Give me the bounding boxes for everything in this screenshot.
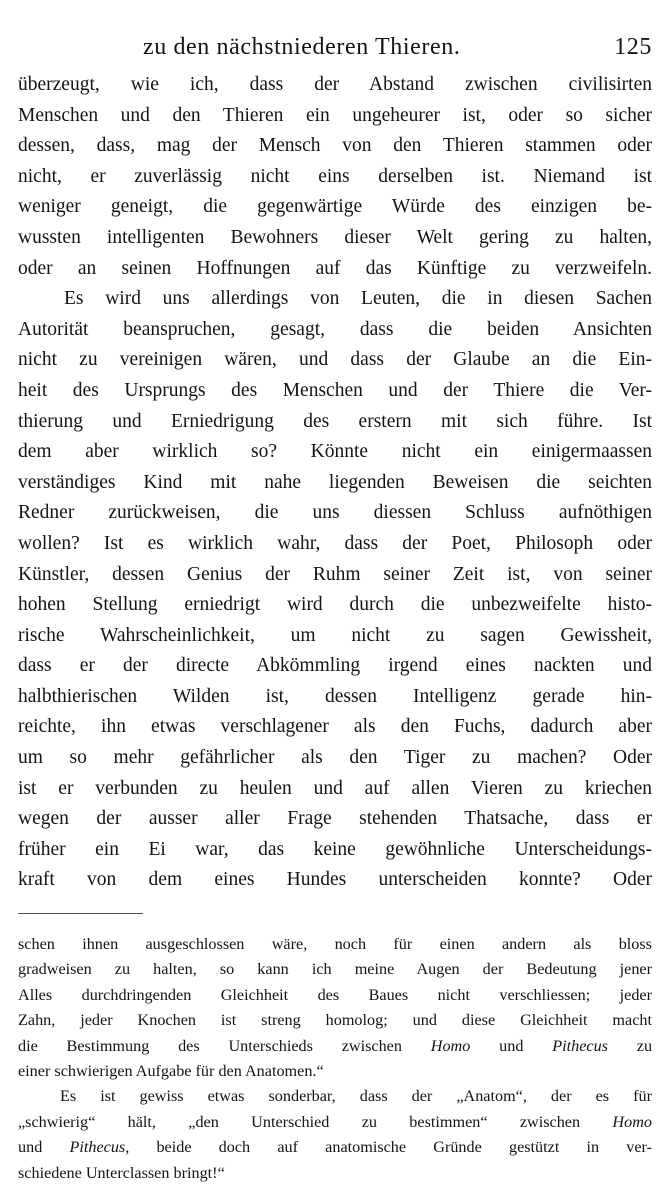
footnote-line: Es ist gewiss etwas sonderbar, dass der „Anatom“, der es für bbox=[60, 1087, 652, 1106]
footnote-line: Alles durchdringenden Gleichheit des Baues nicht verschliessen; jeder bbox=[18, 985, 652, 1004]
text-line: nicht zu vereinigen wären, und dass der Glaube an die Ein- bbox=[18, 349, 652, 371]
footnotes bbox=[18, 932, 652, 1186]
text-line: wussten intelligenten Bewohners dieser Welt gering zu halten, bbox=[18, 226, 652, 248]
footnote-text: und bbox=[18, 1138, 43, 1157]
footnote-text: die Bestimmung des Unterschieds zwischen bbox=[18, 1036, 402, 1055]
text-line: verständiges Kind mit nahe liegenden Beweisen die seichten bbox=[18, 471, 652, 493]
text-line: früher ein Ei war, das keine gewöhnliche Unterscheidungs- bbox=[18, 838, 652, 860]
text-line: oder an seinen Hoffnungen auf das Künftige zu verzweifeln. bbox=[18, 257, 652, 279]
footnote-text: „schwierig“ hält, „den Unterschied zu bestimmen“ zwischen bbox=[18, 1112, 581, 1131]
text-line: halbthierischen Wilden ist, dessen Intelligenz gerade hin- bbox=[18, 685, 652, 707]
text-line: Autorität beanspruchen, gesagt, dass die beiden Ansichten bbox=[18, 318, 652, 340]
text-line: rische Wahrscheinlichkeit, um nicht zu sagen Gewissheit, bbox=[18, 624, 652, 646]
main-text bbox=[18, 70, 652, 896]
genus-pithecus: Pithecus, bbox=[69, 1138, 130, 1157]
text-line: weniger geneigt, die gegenwärtige Würde des einzigen be- bbox=[18, 196, 652, 218]
text-line: heit des Ursprungs des Menschen und der Thiere die Ver- bbox=[18, 379, 652, 401]
text-line: wollen? Ist es wirklich wahr, dass der Poet, Philosoph oder bbox=[18, 532, 652, 554]
running-head bbox=[18, 34, 652, 66]
footnote-line bbox=[18, 1034, 652, 1059]
footnote-line: einer schwierigen Aufgabe für den Anatomen.“ bbox=[18, 1062, 324, 1081]
genus-pithecus: Pithecus bbox=[552, 1036, 608, 1055]
text-line: ist er verbunden zu heulen und auf allen Vieren zu kriechen bbox=[18, 777, 652, 799]
text-line: Künstler, dessen Genius der Ruhm seiner Zeit ist, von seiner bbox=[18, 563, 652, 585]
text-line: reichte, ihn etwas verschlagener als den Fuchs, dadurch aber bbox=[18, 716, 652, 738]
footnote-line: gradweisen zu halten, so kann ich meine Augen der Bedeutung jener bbox=[18, 960, 652, 979]
text-line: wegen der ausser aller Frage stehenden Thatsache, dass er bbox=[18, 808, 652, 830]
text-line: hohen Stellung erniedrigt wird durch die unbezweifelte histo- bbox=[18, 594, 652, 616]
footnote-text: und bbox=[499, 1036, 524, 1055]
text-line: kraft von dem eines Hundes unterscheiden konnte? Oder bbox=[18, 869, 652, 891]
footnote-text: beide doch auf anatomische Gründe gestützt in ver- bbox=[156, 1138, 653, 1157]
text-line: thierung und Erniedrigung des erstern mit sich führe. Ist bbox=[18, 410, 652, 432]
paragraph-1 bbox=[18, 70, 652, 284]
text-line: Menschen und den Thieren ein ungeheurer ist, oder so sicher bbox=[18, 104, 652, 126]
paragraph-2 bbox=[18, 284, 652, 896]
text-line: dessen, dass, mag der Mensch von den Thieren stammen oder bbox=[18, 135, 652, 157]
genus-homo: Homo bbox=[430, 1036, 471, 1055]
text-line: Es wird uns allerdings von Leuten, die in diesen Sachen bbox=[64, 288, 652, 310]
footnote-line bbox=[18, 1135, 652, 1160]
footnote-line: schen ihnen ausgeschlossen wäre, noch für einen andern als bloss bbox=[18, 935, 652, 953]
footnote-divider bbox=[18, 913, 143, 914]
text-line: Redner zurückweisen, die uns diessen Schluss aufnöthigen bbox=[18, 502, 652, 524]
text-line: um so mehr gefährlicher als den Tiger zu machen? Oder bbox=[18, 747, 652, 769]
footnote-line bbox=[18, 1110, 652, 1135]
text-line: nicht, er zuverlässig nicht eins derselben ist. Niemand ist bbox=[18, 165, 652, 187]
footnote-line: Zahn, jeder Knochen ist streng homolog; und diese Gleichheit macht bbox=[18, 1011, 652, 1030]
text-line: dass er der directe Abkömmling irgend eines nackten und bbox=[18, 655, 652, 677]
text-line: überzeugt, wie ich, dass der Abstand zwischen civilisirten bbox=[18, 74, 652, 95]
page-number: 125 bbox=[614, 34, 652, 60]
running-title: zu den nächstniederen Thieren. bbox=[143, 34, 461, 60]
text-line: dem aber wirklich so? Könnte nicht ein einigermaassen bbox=[18, 441, 652, 463]
footnote-line: schiedene Unterclassen bringt!“ bbox=[18, 1163, 225, 1182]
genus-homo: Homo bbox=[612, 1112, 652, 1131]
footnote-text: zu bbox=[636, 1036, 653, 1055]
